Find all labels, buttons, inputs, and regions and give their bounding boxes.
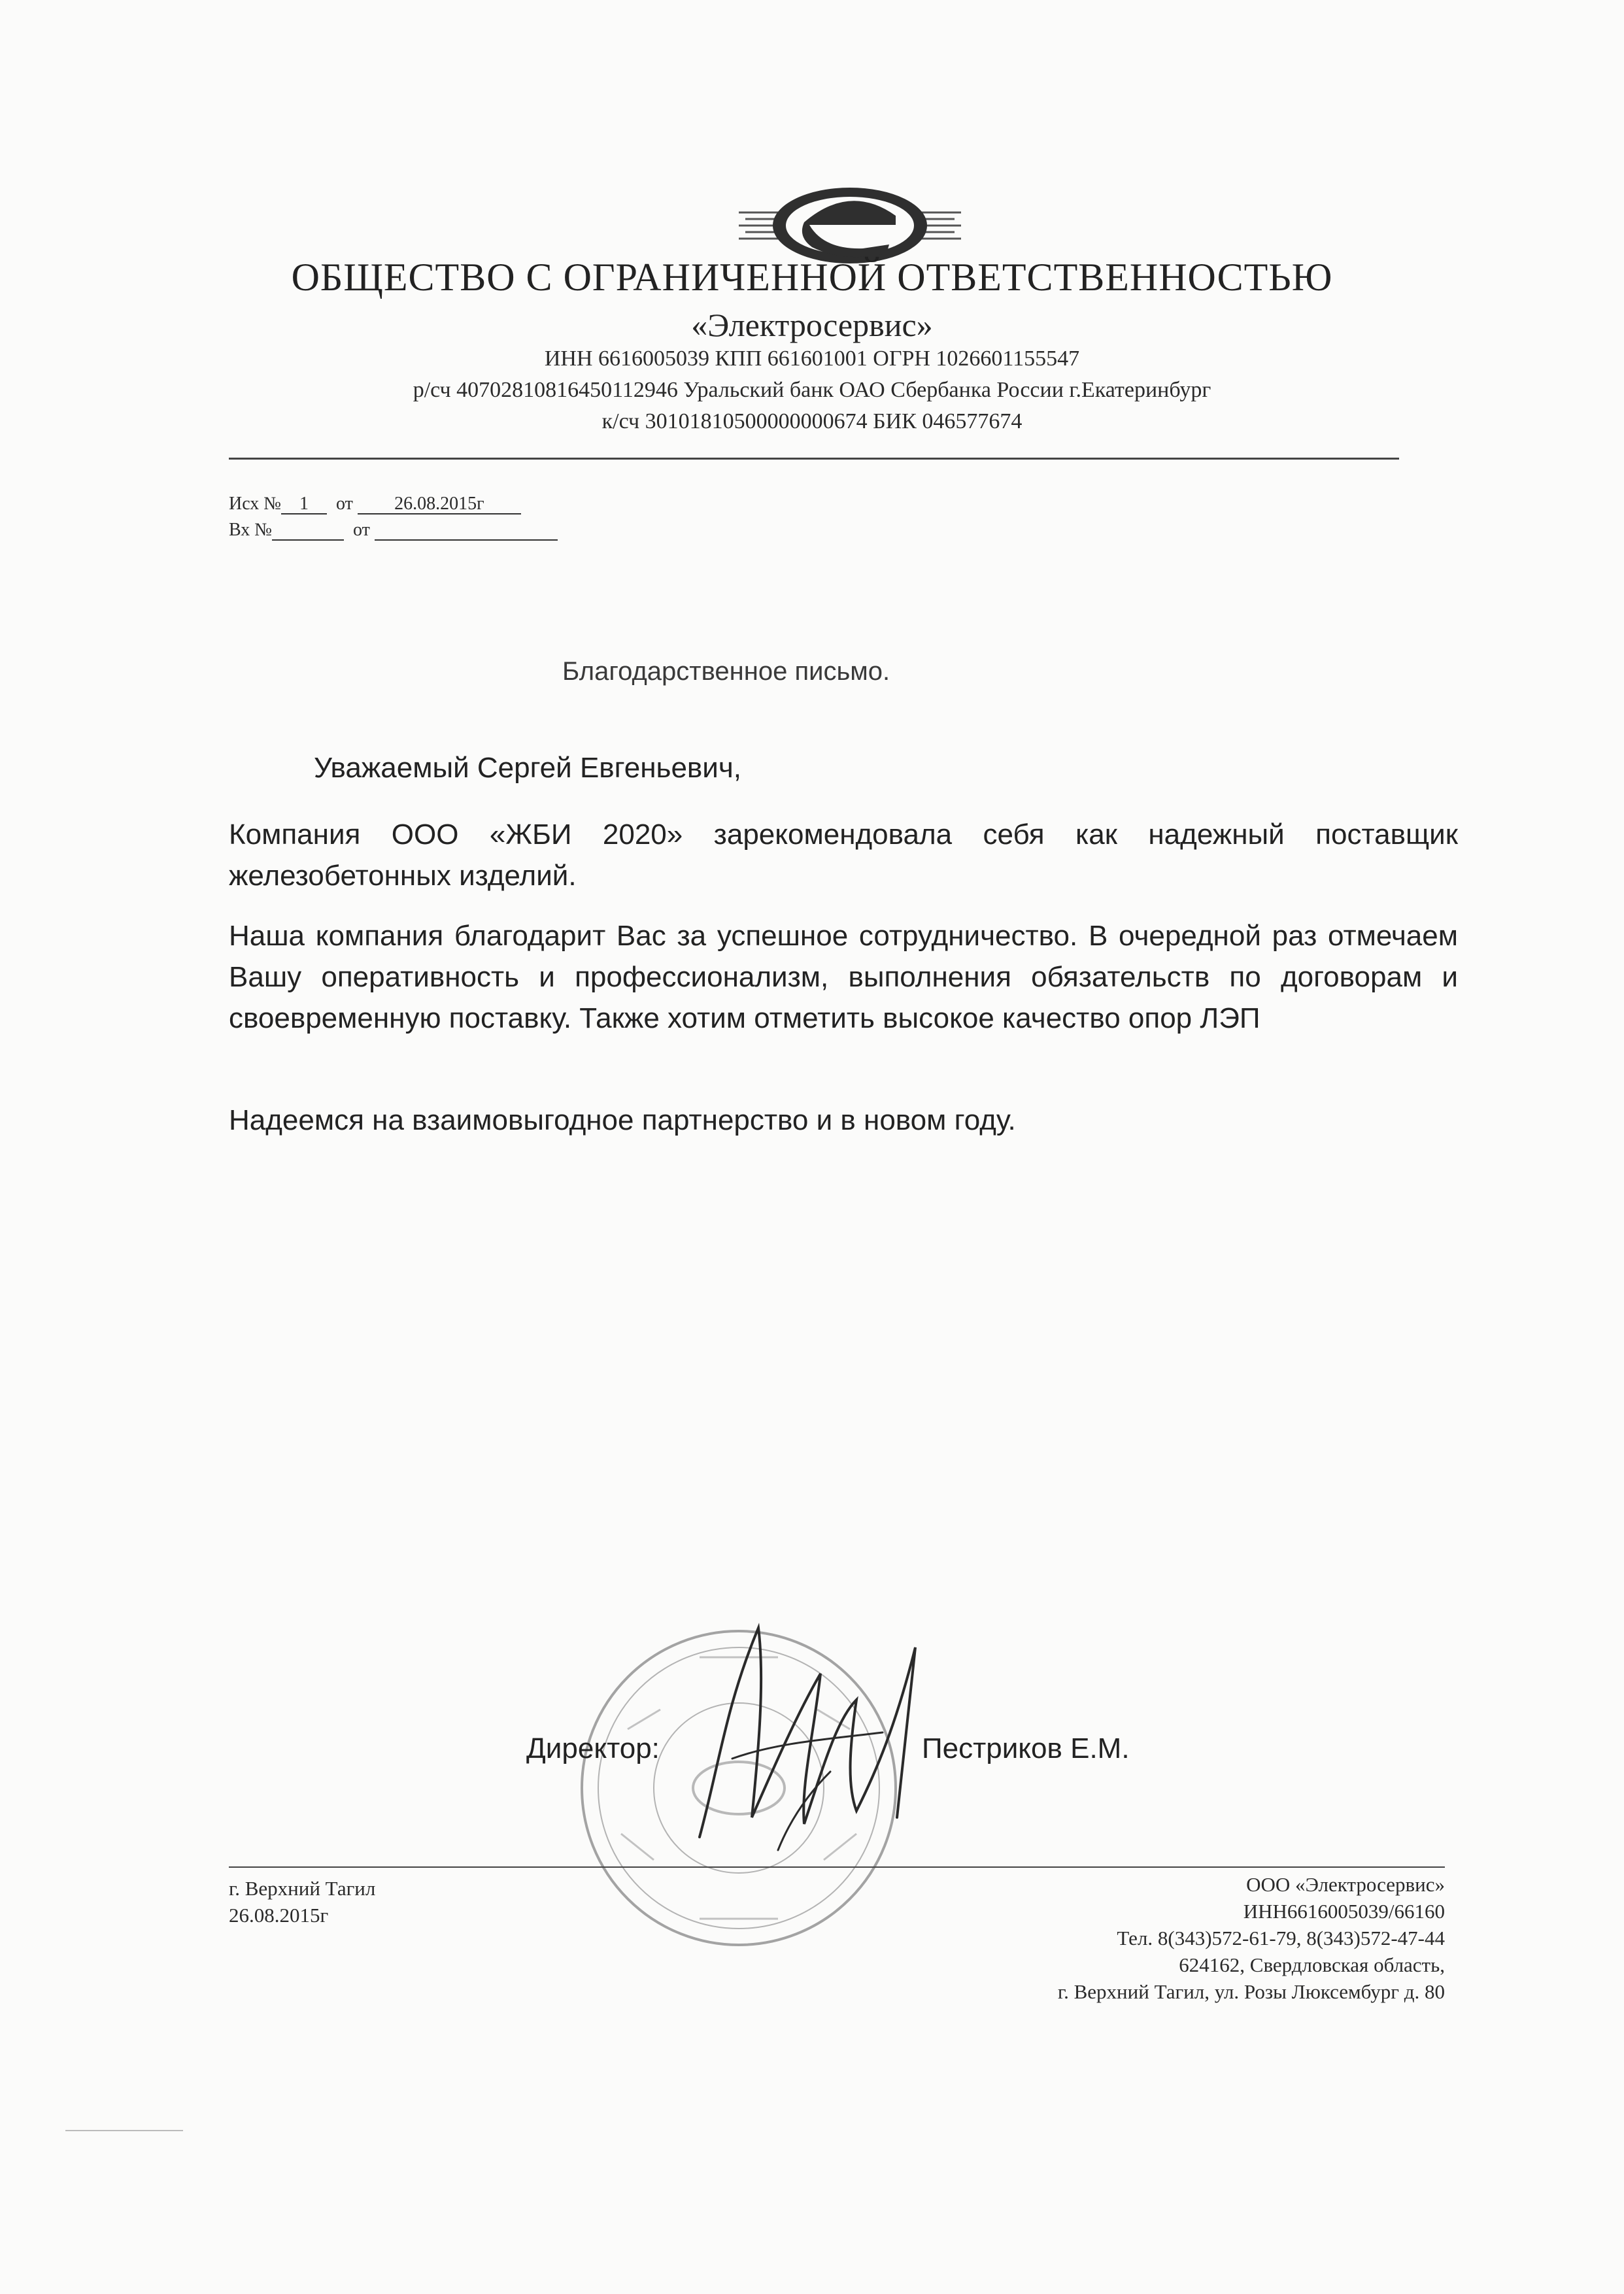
outgoing-from-label: от (336, 494, 353, 514)
scan-artifact-line (65, 2130, 183, 2131)
org-requisites-tax: ИНН 6616005039 КПП 661601001 ОГРН 1026601155547 (544, 346, 1080, 371)
incoming-label: Вх № (229, 520, 273, 540)
incoming-date (375, 520, 558, 541)
incoming-reference (229, 520, 558, 541)
org-name: «Электросервис» (691, 307, 933, 343)
footer-divider (229, 1866, 1445, 1868)
org-requisites-account: р/сч 40702810816450112946 Уральский банк ОАО Сбербанка России г.Екатеринбург (413, 378, 1211, 402)
footer-address: г. Верхний Тагил, ул. Розы Люксембург д. 80 (1057, 1980, 1445, 2003)
org-legal-form: ОБЩЕСТВО С ОГРАНИЧЕННОЙ ОТВЕТСТВЕННОСТЬЮ (291, 256, 1333, 299)
signatory-role: Директор: (526, 1732, 660, 1764)
outgoing-reference (229, 494, 521, 514)
footer-company: ООО «Электросервис» (1246, 1873, 1445, 1896)
letter-title: Благодарственное письмо. (562, 657, 890, 686)
footer-inn-kpp: ИНН6616005039/66160 (1243, 1900, 1445, 1923)
footer-left (229, 1875, 375, 1929)
footer-phones: Тел. 8(343)572-61-79, 8(343)572-47-44 (1117, 1927, 1445, 1949)
outgoing-label: Исх № (229, 494, 281, 514)
footer-date: 26.08.2015г (229, 1904, 329, 1927)
letter-paragraph: Компания ООО «ЖБИ 2020» зарекомендовала себя как надежный поставщик железобетонных изделий. (229, 818, 1458, 892)
letter-paragraph: Наша компания благодарит Вас за успешное сотрудничество. В очередной раз отмечаем Вашу оперативность и профессионализм, выполнения обязательств по договорам и своевременную поставку. Также хотим отметить высокое качество опор ЛЭП (229, 920, 1458, 1034)
letter-greeting: Уважаемый Сергей Евгеньевич, (314, 752, 742, 784)
letterhead-divider (229, 458, 1399, 460)
incoming-number (272, 520, 344, 541)
org-requisites-corr-account: к/сч 30101810500000000674 БИК 046577674 (601, 409, 1023, 433)
letter-paragraph: Надеемся на взаимовыгодное партнерство и в новом году. (229, 1104, 1016, 1136)
outgoing-number: 1 (281, 494, 327, 514)
outgoing-date: 26.08.2015г (358, 494, 521, 514)
footer-city: г. Верхний Тагил (229, 1877, 376, 1900)
footer-postal: 624162, Свердловская область, (1179, 1953, 1445, 1976)
footer-right (1058, 1871, 1445, 2005)
handwritten-signature-icon (660, 1602, 961, 1876)
incoming-from-label: от (353, 520, 370, 540)
signatory-name: Пестриков Е.М. (922, 1732, 1130, 1764)
